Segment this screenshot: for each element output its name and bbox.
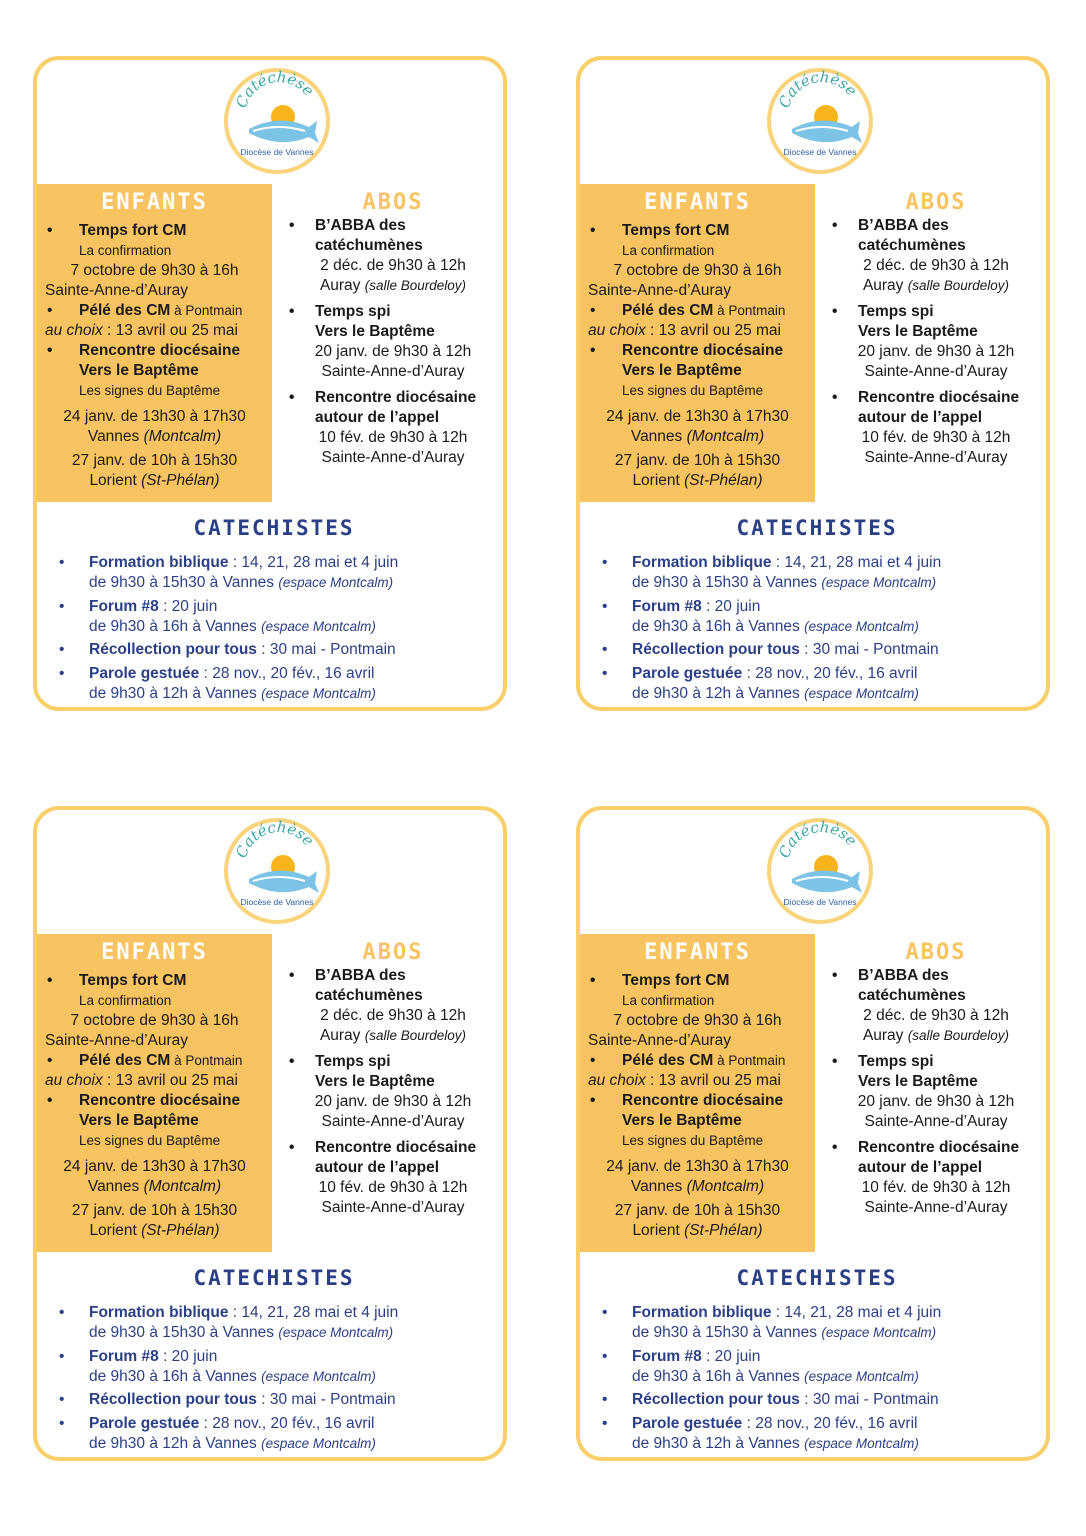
appel-date: 10 fév. de 9h30 à 12h bbox=[318, 429, 468, 446]
pele-cm-choix: au choix bbox=[588, 322, 646, 339]
pele-cm-label: Pélé des CM bbox=[622, 302, 714, 319]
logo-title: Catéchèse bbox=[775, 817, 861, 861]
logo-subtitle: Diocèse de Vannes bbox=[783, 147, 857, 157]
rencontre-place-2 bbox=[37, 1221, 272, 1241]
pele-cm-choix: au choix bbox=[588, 1072, 646, 1089]
pele-cm-place: à Pontmain bbox=[170, 303, 243, 318]
spi-label-2: Vers le Baptême bbox=[858, 323, 978, 340]
temps-fort-cm-place: Sainte-Anne-d’Auray bbox=[588, 1032, 732, 1049]
spi-label-1: • Temps spi bbox=[825, 302, 1047, 322]
abba-place-name: Auray bbox=[862, 1027, 908, 1044]
temps-fort-cm-sub: La confirmation bbox=[622, 993, 715, 1008]
forum-time: de 9h30 à 16h à Vannes bbox=[632, 1367, 805, 1385]
rencontre-date-1: 24 janv. de 13h30 à 17h30 bbox=[606, 1158, 789, 1175]
recollection-date: : 30 mai - Pontmain bbox=[256, 641, 396, 658]
rencontre-label-2: Vers le Baptême bbox=[622, 362, 742, 379]
appel-date: 10 fév. de 9h30 à 12h bbox=[861, 1179, 1011, 1196]
logo-title: Catéchèse bbox=[775, 67, 861, 111]
rencontre-date-2: 27 janv. de 10h à 15h30 bbox=[71, 1202, 238, 1219]
rencontre-sub: Les signes du Baptême bbox=[622, 1133, 764, 1148]
rencontre-place-1-venue: (Montcalm) bbox=[686, 1178, 765, 1195]
spi-date: 20 janv. de 9h30 à 12h bbox=[314, 1093, 472, 1110]
formation-label: Formation biblique bbox=[89, 1304, 229, 1321]
parole-label: Parole gestuée bbox=[89, 1414, 200, 1432]
recollection-line bbox=[580, 640, 1050, 660]
rencontre-place-2-name: Lorient bbox=[632, 472, 685, 489]
forum-date: : 20 juin bbox=[701, 597, 761, 615]
enfants-title: ENFANTS bbox=[101, 190, 208, 215]
forum-line-2 bbox=[37, 1367, 507, 1387]
spi-place: Sainte-Anne-d’Auray bbox=[864, 1113, 1008, 1130]
abba-place bbox=[825, 276, 1047, 296]
abba-label-2: catéchumènes bbox=[315, 237, 423, 254]
abba-place bbox=[282, 1026, 504, 1046]
parole-dates: : 28 nov., 20 fév., 16 avril bbox=[742, 664, 918, 682]
rencontre-place-1-venue: (Montcalm) bbox=[686, 428, 765, 445]
catechese-logo bbox=[223, 817, 331, 925]
abba-place-venue: (salle Bourdeloy) bbox=[364, 278, 467, 293]
rencontre-place-1-venue: (Montcalm) bbox=[143, 1178, 222, 1195]
appel-label-1: • Rencontre diocésaine bbox=[825, 388, 1047, 408]
rencontre-place-2-name: Lorient bbox=[89, 472, 142, 489]
pele-cm-dates: : 13 avril ou 25 mai bbox=[102, 322, 238, 339]
appel-place: Sainte-Anne-d’Auray bbox=[321, 449, 465, 466]
parole-dates: : 28 nov., 20 fév., 16 avril bbox=[199, 1414, 375, 1432]
spi-date: 20 janv. de 9h30 à 12h bbox=[857, 343, 1015, 360]
parole-line-2 bbox=[580, 1434, 1050, 1454]
abos-section bbox=[282, 934, 504, 1218]
logo-subtitle: Diocèse de Vannes bbox=[240, 897, 314, 907]
forum-venue: (espace Montcalm) bbox=[804, 618, 919, 634]
appel-date: 10 fév. de 9h30 à 12h bbox=[318, 1179, 468, 1196]
abba-place-venue: (salle Bourdeloy) bbox=[907, 278, 1010, 293]
enfants-title: ENFANTS bbox=[644, 940, 751, 965]
pele-cm-choix: au choix bbox=[45, 322, 103, 339]
formation-line-1 bbox=[37, 1303, 507, 1323]
catechistes-section bbox=[580, 553, 1050, 704]
rencontre-date-1: 24 janv. de 13h30 à 17h30 bbox=[63, 1158, 246, 1175]
parole-venue: (espace Montcalm) bbox=[261, 685, 376, 701]
spi-date: 20 janv. de 9h30 à 12h bbox=[857, 1093, 1015, 1110]
abos-section bbox=[825, 934, 1047, 1218]
appel-place: Sainte-Anne-d’Auray bbox=[864, 449, 1008, 466]
rencontre-place-2 bbox=[580, 1221, 815, 1241]
abba-place-name: Auray bbox=[319, 277, 365, 294]
parole-line-2 bbox=[37, 684, 507, 704]
rencontre-sub: Les signes du Baptême bbox=[622, 383, 764, 398]
forum-label: Forum #8 bbox=[89, 1347, 159, 1365]
catechistes-title: CATECHISTES bbox=[736, 516, 898, 540]
parole-dates: : 28 nov., 20 fév., 16 avril bbox=[742, 1414, 918, 1432]
pele-cm-place: à Pontmain bbox=[713, 1053, 786, 1068]
appel-label-2: autour de l’appel bbox=[315, 409, 440, 426]
pele-cm-label: Pélé des CM bbox=[622, 1052, 714, 1069]
abba-place-name: Auray bbox=[319, 1027, 365, 1044]
recollection-line bbox=[580, 1390, 1050, 1410]
pele-cm-label: Pélé des CM bbox=[79, 302, 171, 319]
rencontre-place-2-venue: (St-Phélan) bbox=[141, 472, 220, 489]
formation-dates: : 14, 21, 28 mai et 4 juin bbox=[771, 1304, 942, 1321]
abba-label-1: • B’ABBA des bbox=[282, 966, 504, 986]
rencontre-place-2-name: Lorient bbox=[632, 1222, 685, 1239]
appel-place: Sainte-Anne-d’Auray bbox=[321, 1199, 465, 1216]
flyer-card-3 bbox=[33, 806, 507, 1461]
rencontre-sub: Les signes du Baptême bbox=[79, 383, 221, 398]
parole-time: de 9h30 à 12h à Vannes bbox=[89, 1434, 262, 1452]
catechistes-section bbox=[580, 1303, 1050, 1454]
abos-title: ABOS bbox=[905, 190, 967, 215]
abba-date: 2 déc. de 9h30 à 12h bbox=[320, 257, 466, 274]
forum-venue: (espace Montcalm) bbox=[261, 618, 376, 634]
rencontre-date-2: 27 janv. de 10h à 15h30 bbox=[614, 452, 781, 469]
abos-title: ABOS bbox=[905, 940, 967, 965]
forum-label: Forum #8 bbox=[632, 1347, 702, 1365]
abba-place-venue: (salle Bourdeloy) bbox=[907, 1028, 1010, 1043]
temps-fort-cm-label: • Temps fort CM bbox=[580, 221, 815, 241]
rencontre-place-2-name: Lorient bbox=[89, 1222, 142, 1239]
forum-line-1 bbox=[37, 1347, 507, 1367]
rencontre-label-2: Vers le Baptême bbox=[622, 1112, 742, 1129]
abba-place bbox=[825, 1026, 1047, 1046]
rencontre-place-2 bbox=[37, 471, 272, 491]
pele-cm-choix: au choix bbox=[45, 1072, 103, 1089]
appel-label-1: • Rencontre diocésaine bbox=[282, 1138, 504, 1158]
formation-time: de 9h30 à 15h30 à Vannes bbox=[89, 574, 279, 591]
formation-line-2 bbox=[580, 573, 1050, 593]
forum-line-2 bbox=[37, 617, 507, 637]
formation-dates: : 14, 21, 28 mai et 4 juin bbox=[228, 554, 399, 571]
abba-place-venue: (salle Bourdeloy) bbox=[364, 1028, 467, 1043]
forum-venue: (espace Montcalm) bbox=[261, 1368, 376, 1384]
forum-line-2 bbox=[580, 1367, 1050, 1387]
rencontre-date-2: 27 janv. de 10h à 15h30 bbox=[71, 452, 238, 469]
temps-fort-cm-date: 7 octobre de 9h30 à 16h bbox=[70, 1012, 239, 1029]
parole-line-1 bbox=[37, 664, 507, 684]
forum-date: : 20 juin bbox=[701, 1347, 761, 1365]
spi-place: Sainte-Anne-d’Auray bbox=[864, 363, 1008, 380]
forum-line-1 bbox=[37, 597, 507, 617]
rencontre-label-1: • Rencontre diocésaine bbox=[580, 1091, 815, 1111]
abba-label-1: • B’ABBA des bbox=[825, 966, 1047, 986]
enfants-title: ENFANTS bbox=[644, 190, 751, 215]
forum-date: : 20 juin bbox=[158, 597, 218, 615]
pele-cm-place: à Pontmain bbox=[713, 303, 786, 318]
forum-line-1 bbox=[580, 597, 1050, 617]
rencontre-place-1 bbox=[580, 1177, 815, 1197]
parole-line-1 bbox=[37, 1414, 507, 1434]
temps-fort-cm-date: 7 octobre de 9h30 à 16h bbox=[70, 262, 239, 279]
parole-line-2 bbox=[580, 684, 1050, 704]
forum-line-2 bbox=[580, 617, 1050, 637]
pele-cm-dates: : 13 avril ou 25 mai bbox=[102, 1072, 238, 1089]
parole-dates: : 28 nov., 20 fév., 16 avril bbox=[199, 664, 375, 682]
abos-title: ABOS bbox=[362, 190, 424, 215]
spi-place: Sainte-Anne-d’Auray bbox=[321, 1113, 465, 1130]
appel-label-1: • Rencontre diocésaine bbox=[825, 1138, 1047, 1158]
parole-line-2 bbox=[37, 1434, 507, 1454]
rencontre-label-2: Vers le Baptême bbox=[79, 1112, 199, 1129]
appel-label-1: • Rencontre diocésaine bbox=[282, 388, 504, 408]
pele-cm-dates-line bbox=[580, 1071, 815, 1091]
recollection-line bbox=[37, 1390, 507, 1410]
spi-label-2: Vers le Baptême bbox=[315, 1073, 435, 1090]
rencontre-label-1: • Rencontre diocésaine bbox=[37, 1091, 272, 1111]
catechese-logo bbox=[766, 817, 874, 925]
flyer-card-1 bbox=[33, 56, 507, 711]
temps-fort-cm-label: • Temps fort CM bbox=[37, 221, 272, 241]
rencontre-place-1-name: Vannes bbox=[87, 428, 144, 445]
spi-date: 20 janv. de 9h30 à 12h bbox=[314, 343, 472, 360]
enfants-section bbox=[37, 184, 272, 502]
parole-line-1 bbox=[580, 664, 1050, 684]
spi-label-1: • Temps spi bbox=[825, 1052, 1047, 1072]
rencontre-place-1-name: Vannes bbox=[87, 1178, 144, 1195]
logo-subtitle: Diocèse de Vannes bbox=[240, 147, 314, 157]
catechistes-title: CATECHISTES bbox=[193, 516, 355, 540]
pele-cm bbox=[580, 1051, 815, 1071]
parole-venue: (espace Montcalm) bbox=[804, 685, 919, 701]
temps-fort-cm-place: Sainte-Anne-d’Auray bbox=[588, 282, 732, 299]
pele-cm-dates: : 13 avril ou 25 mai bbox=[645, 322, 781, 339]
formation-time: de 9h30 à 15h30 à Vannes bbox=[632, 1324, 822, 1341]
rencontre-date-2: 27 janv. de 10h à 15h30 bbox=[614, 1202, 781, 1219]
logo-title: Catéchèse bbox=[232, 67, 318, 111]
temps-fort-cm-sub: La confirmation bbox=[79, 993, 172, 1008]
appel-place: Sainte-Anne-d’Auray bbox=[864, 1199, 1008, 1216]
formation-venue: (espace Montcalm) bbox=[278, 575, 394, 590]
rencontre-sub: Les signes du Baptême bbox=[79, 1133, 221, 1148]
recollection-date: : 30 mai - Pontmain bbox=[256, 1391, 396, 1408]
formation-label: Formation biblique bbox=[632, 1304, 772, 1321]
enfants-section bbox=[37, 934, 272, 1252]
temps-fort-cm-sub: La confirmation bbox=[622, 243, 715, 258]
parole-venue: (espace Montcalm) bbox=[261, 1435, 376, 1451]
flyer-card-2 bbox=[576, 56, 1050, 711]
spi-place: Sainte-Anne-d’Auray bbox=[321, 363, 465, 380]
formation-line-1 bbox=[37, 553, 507, 573]
appel-label-2: autour de l’appel bbox=[315, 1159, 440, 1176]
pele-cm-dates-line bbox=[37, 1071, 272, 1091]
catechistes-section bbox=[37, 1303, 507, 1454]
spi-label-1: • Temps spi bbox=[282, 302, 504, 322]
abba-label-2: catéchumènes bbox=[858, 237, 966, 254]
rencontre-date-1: 24 janv. de 13h30 à 17h30 bbox=[63, 408, 246, 425]
rencontre-label-1: • Rencontre diocésaine bbox=[580, 341, 815, 361]
logo-subtitle: Diocèse de Vannes bbox=[783, 897, 857, 907]
abba-place bbox=[282, 276, 504, 296]
abba-date: 2 déc. de 9h30 à 12h bbox=[320, 1007, 466, 1024]
parole-line-1 bbox=[580, 1414, 1050, 1434]
forum-label: Forum #8 bbox=[632, 597, 702, 615]
forum-time: de 9h30 à 16h à Vannes bbox=[89, 617, 262, 635]
recollection-label: Récollection pour tous bbox=[632, 641, 800, 658]
forum-line-1 bbox=[580, 1347, 1050, 1367]
formation-venue: (espace Montcalm) bbox=[821, 575, 937, 590]
forum-time: de 9h30 à 16h à Vannes bbox=[89, 1367, 262, 1385]
spi-label-2: Vers le Baptême bbox=[315, 323, 435, 340]
enfants-section bbox=[580, 184, 815, 502]
formation-time: de 9h30 à 15h30 à Vannes bbox=[632, 574, 822, 591]
parole-time: de 9h30 à 12h à Vannes bbox=[632, 1434, 805, 1452]
rencontre-place-1 bbox=[580, 427, 815, 447]
rencontre-place-2 bbox=[580, 471, 815, 491]
recollection-line bbox=[37, 640, 507, 660]
formation-label: Formation biblique bbox=[89, 554, 229, 571]
enfants-section bbox=[580, 934, 815, 1252]
abos-title: ABOS bbox=[362, 940, 424, 965]
enfants-title: ENFANTS bbox=[101, 940, 208, 965]
temps-fort-cm-date: 7 octobre de 9h30 à 16h bbox=[613, 262, 782, 279]
formation-line-1 bbox=[580, 553, 1050, 573]
appel-label-2: autour de l’appel bbox=[858, 409, 983, 426]
flyer-card-4 bbox=[576, 806, 1050, 1461]
pele-cm-dates-line bbox=[580, 321, 815, 341]
rencontre-place-1 bbox=[37, 427, 272, 447]
parole-time: de 9h30 à 12h à Vannes bbox=[632, 684, 805, 702]
parole-time: de 9h30 à 12h à Vannes bbox=[89, 684, 262, 702]
formation-venue: (espace Montcalm) bbox=[278, 1325, 394, 1340]
rencontre-place-1-name: Vannes bbox=[630, 428, 687, 445]
temps-fort-cm-sub: La confirmation bbox=[79, 243, 172, 258]
forum-time: de 9h30 à 16h à Vannes bbox=[632, 617, 805, 635]
abba-label-1: • B’ABBA des bbox=[825, 216, 1047, 236]
recollection-label: Récollection pour tous bbox=[89, 1391, 257, 1408]
catechistes-title: CATECHISTES bbox=[193, 1266, 355, 1290]
forum-date: : 20 juin bbox=[158, 1347, 218, 1365]
abos-section bbox=[282, 184, 504, 468]
parole-label: Parole gestuée bbox=[89, 664, 200, 682]
parole-label: Parole gestuée bbox=[632, 1414, 743, 1432]
recollection-label: Récollection pour tous bbox=[89, 641, 257, 658]
formation-line-2 bbox=[580, 1323, 1050, 1343]
abba-date: 2 déc. de 9h30 à 12h bbox=[863, 1007, 1009, 1024]
catechese-logo bbox=[223, 67, 331, 175]
abba-label-2: catéchumènes bbox=[315, 987, 423, 1004]
rencontre-place-1 bbox=[37, 1177, 272, 1197]
rencontre-place-2-venue: (St-Phélan) bbox=[141, 1222, 220, 1239]
recollection-date: : 30 mai - Pontmain bbox=[799, 641, 939, 658]
formation-time: de 9h30 à 15h30 à Vannes bbox=[89, 1324, 279, 1341]
pele-cm bbox=[580, 301, 815, 321]
logo-title: Catéchèse bbox=[232, 817, 318, 861]
pele-cm-label: Pélé des CM bbox=[79, 1052, 171, 1069]
pele-cm-dates-line bbox=[37, 321, 272, 341]
rencontre-label-1: • Rencontre diocésaine bbox=[37, 341, 272, 361]
catechese-logo bbox=[766, 67, 874, 175]
formation-dates: : 14, 21, 28 mai et 4 juin bbox=[228, 1304, 399, 1321]
rencontre-place-1-name: Vannes bbox=[630, 1178, 687, 1195]
formation-label: Formation biblique bbox=[632, 554, 772, 571]
appel-date: 10 fév. de 9h30 à 12h bbox=[861, 429, 1011, 446]
formation-line-1 bbox=[580, 1303, 1050, 1323]
spi-label-1: • Temps spi bbox=[282, 1052, 504, 1072]
temps-fort-cm-date: 7 octobre de 9h30 à 16h bbox=[613, 1012, 782, 1029]
pele-cm-dates: : 13 avril ou 25 mai bbox=[645, 1072, 781, 1089]
pele-cm bbox=[37, 301, 272, 321]
rencontre-place-1-venue: (Montcalm) bbox=[143, 428, 222, 445]
formation-venue: (espace Montcalm) bbox=[821, 1325, 937, 1340]
recollection-date: : 30 mai - Pontmain bbox=[799, 1391, 939, 1408]
pele-cm-place: à Pontmain bbox=[170, 1053, 243, 1068]
temps-fort-cm-label: • Temps fort CM bbox=[580, 971, 815, 991]
appel-label-2: autour de l’appel bbox=[858, 1159, 983, 1176]
abba-label-1: • B’ABBA des bbox=[282, 216, 504, 236]
rencontre-label-2: Vers le Baptême bbox=[79, 362, 199, 379]
abba-date: 2 déc. de 9h30 à 12h bbox=[863, 257, 1009, 274]
pele-cm bbox=[37, 1051, 272, 1071]
abba-place-name: Auray bbox=[862, 277, 908, 294]
formation-line-2 bbox=[37, 573, 507, 593]
abba-label-2: catéchumènes bbox=[858, 987, 966, 1004]
rencontre-date-1: 24 janv. de 13h30 à 17h30 bbox=[606, 408, 789, 425]
forum-venue: (espace Montcalm) bbox=[804, 1368, 919, 1384]
temps-fort-cm-place: Sainte-Anne-d’Auray bbox=[45, 282, 189, 299]
forum-label: Forum #8 bbox=[89, 597, 159, 615]
catechistes-section bbox=[37, 553, 507, 704]
recollection-label: Récollection pour tous bbox=[632, 1391, 800, 1408]
temps-fort-cm-label: • Temps fort CM bbox=[37, 971, 272, 991]
formation-line-2 bbox=[37, 1323, 507, 1343]
catechistes-title: CATECHISTES bbox=[736, 1266, 898, 1290]
spi-label-2: Vers le Baptême bbox=[858, 1073, 978, 1090]
rencontre-place-2-venue: (St-Phélan) bbox=[684, 472, 763, 489]
formation-dates: : 14, 21, 28 mai et 4 juin bbox=[771, 554, 942, 571]
parole-label: Parole gestuée bbox=[632, 664, 743, 682]
rencontre-place-2-venue: (St-Phélan) bbox=[684, 1222, 763, 1239]
temps-fort-cm-place: Sainte-Anne-d’Auray bbox=[45, 1032, 189, 1049]
parole-venue: (espace Montcalm) bbox=[804, 1435, 919, 1451]
abos-section bbox=[825, 184, 1047, 468]
